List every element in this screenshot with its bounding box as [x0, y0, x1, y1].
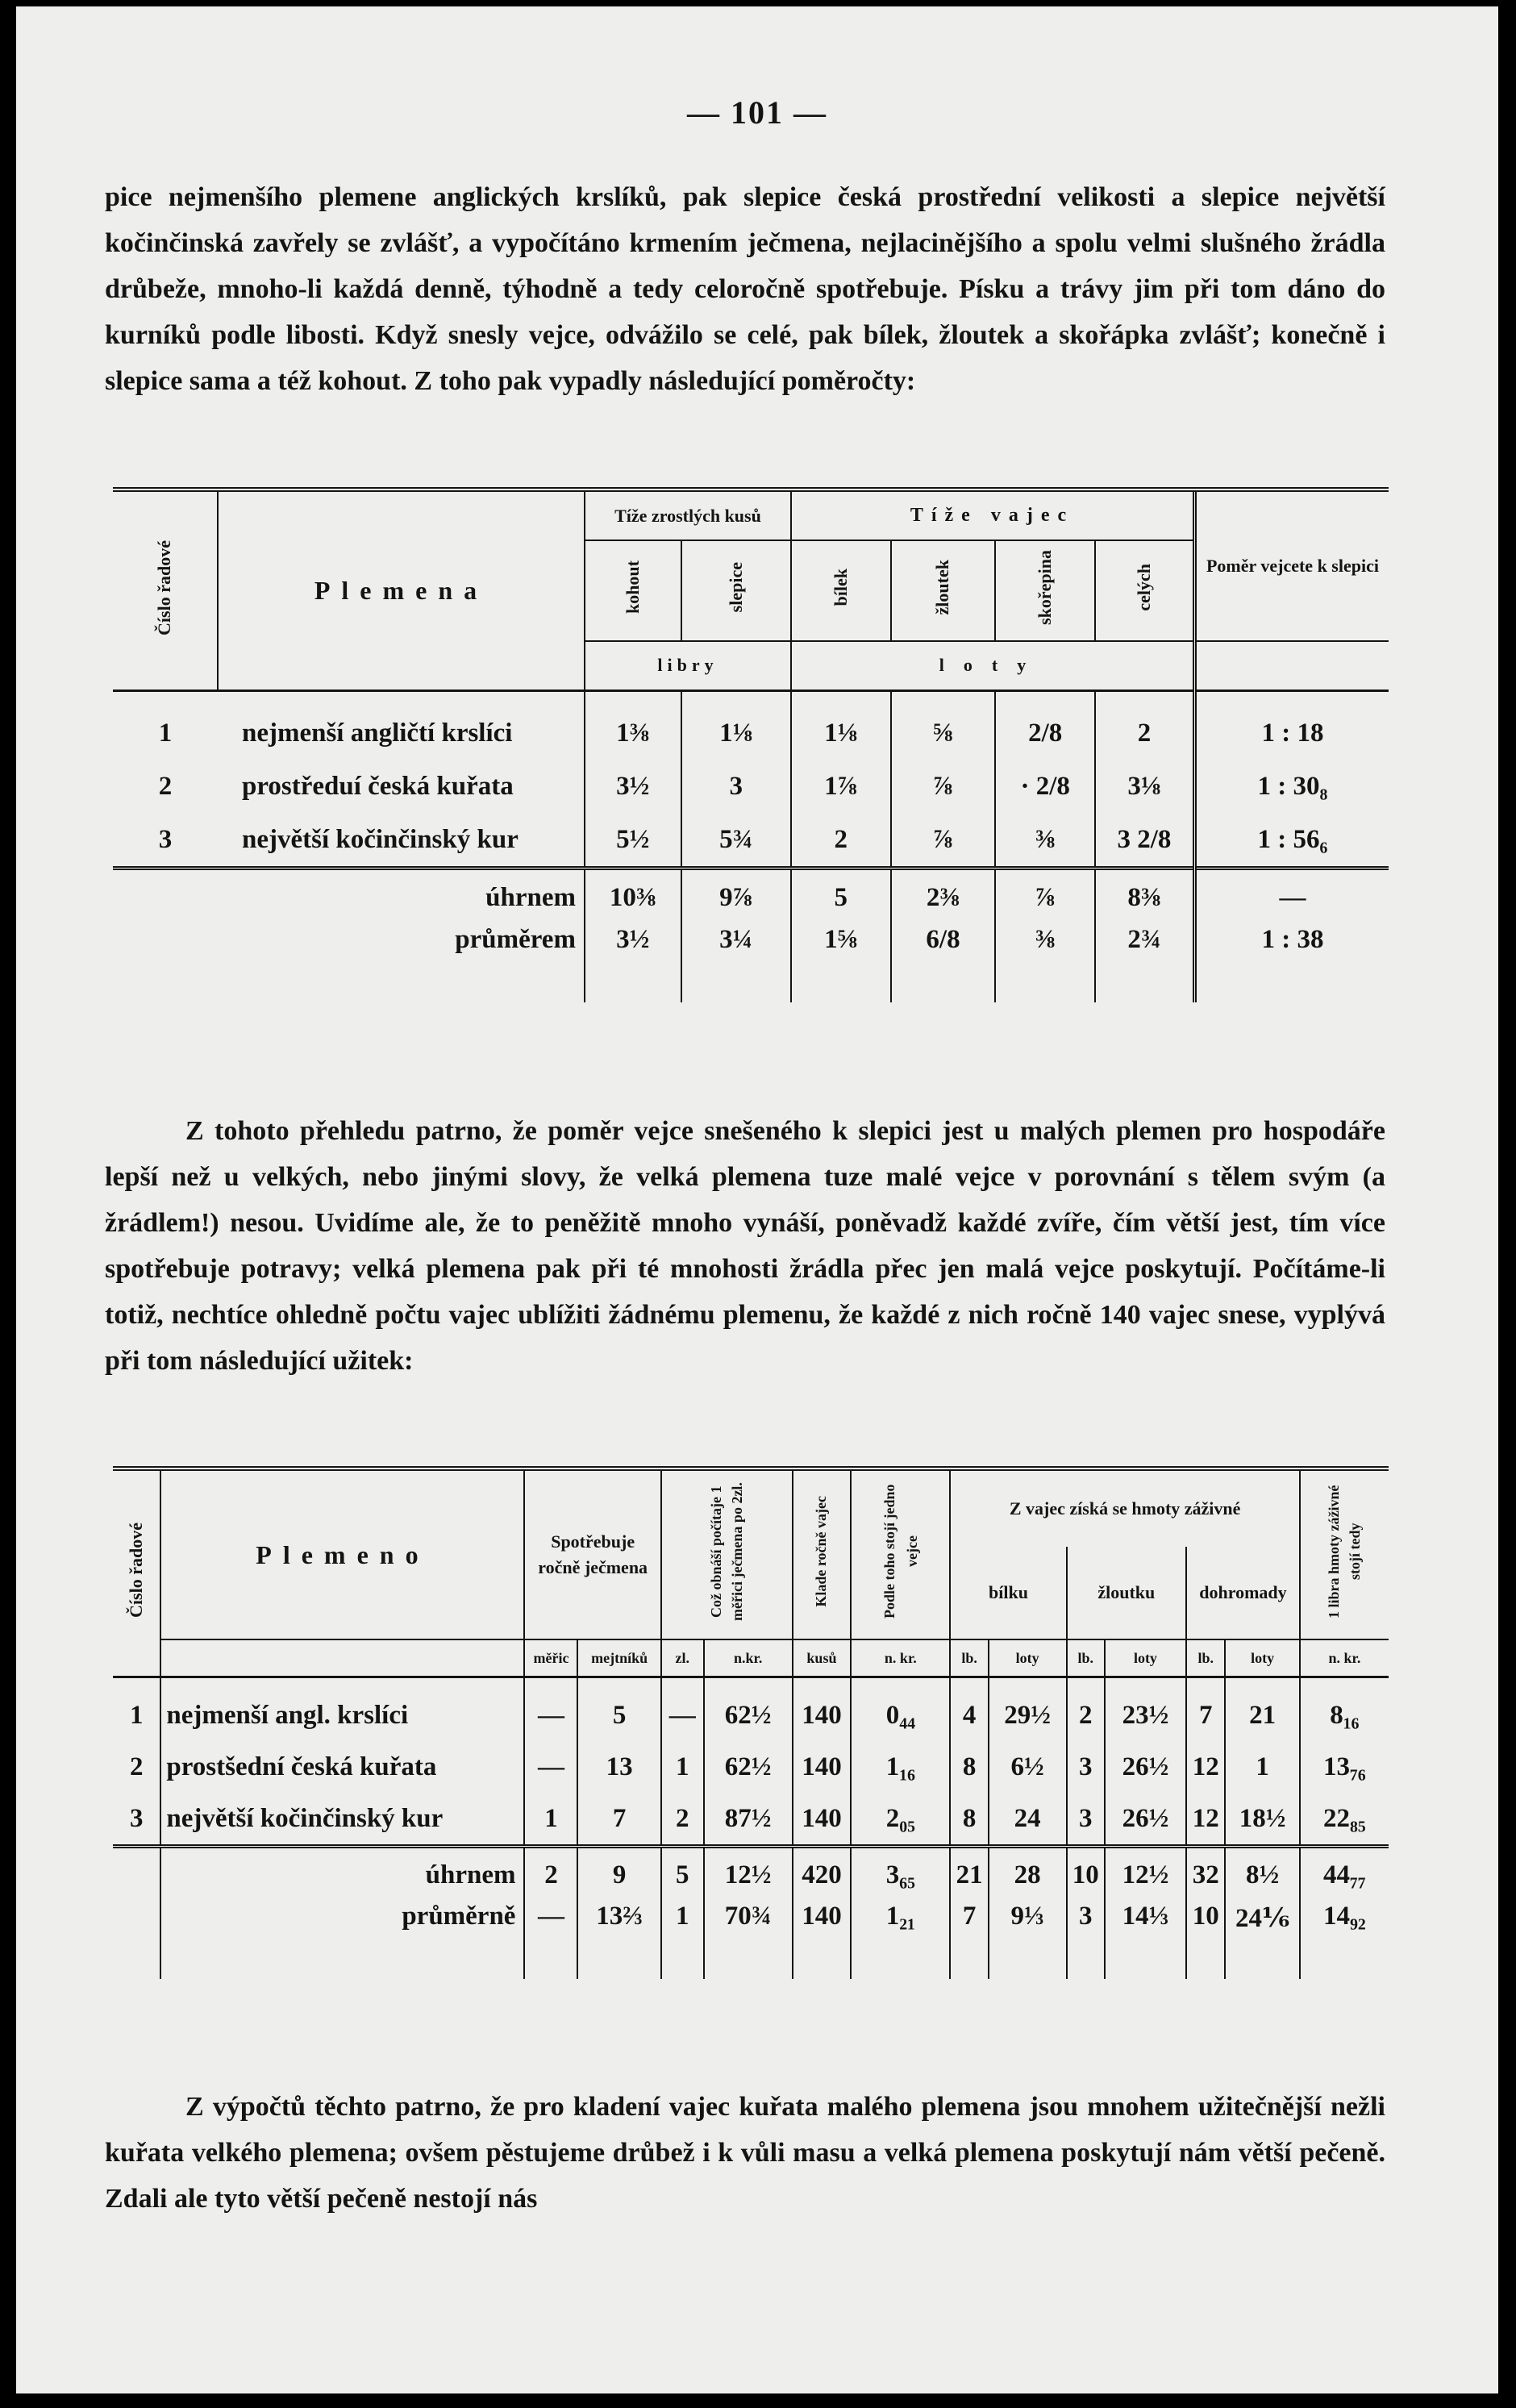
average-row: průměrně — 13⅔ 1 70¾ 140 1₂₁ 7 9⅓ 3 14⅓ 10 24⅙ 14₉₂	[113, 1902, 1389, 1979]
table-row: 3 největší kočinčinský kur 1 7 2 87½ 140 2₀₅ 8 24 3 26½ 12 18½ 22₈₅	[113, 1793, 1389, 1847]
header-kohout: kohout	[622, 560, 643, 614]
header-cislo-2: Číslo řadové	[126, 1523, 147, 1618]
table-row: 2 prostšední česká kuřata — 13 1 62½ 140 1₁₆ 8 6½ 3 26½ 12 1 13₇₆	[113, 1741, 1389, 1793]
header-d-loty: loty	[1225, 1639, 1299, 1677]
table-row: 3 největší kočinčinský kur 5½ 5¾ 2 ⅞ ⅜ 3 2/8 1 : 56₆	[113, 813, 1389, 869]
header-plemena: Plemena	[218, 490, 585, 691]
header-spotrebuje: Spotřebuje ročně ječmena	[524, 1469, 660, 1639]
header-n-kr: n. kr.	[851, 1639, 950, 1677]
totals-row: úhrnem 2 9 5 12½ 420 3₆₅ 21 28 10 12½ 32 8½ 44₇₇	[113, 1847, 1389, 1902]
header-libry: libry	[585, 641, 791, 691]
paragraph-3-text: Z výpočtů těchto patrno, že pro kladení vajec kuřata malého plemena jsou mnohem užitečnější nežli kuřata velkého plemena; ovšem pěstujeme drůbež i k vůli masu a velká plemena poskytují nám větší pečeně. Zdali ale tyto větší pečeně nestojí nás	[105, 2092, 1385, 2214]
table-row: 2 prostředuí česká kuřata 3½ 3 1⅞ ⅞ · 2/8 3⅛ 1 : 30₈	[113, 760, 1389, 813]
header-dohromady: dohromady	[1186, 1547, 1300, 1639]
header-skorepina: skořepina	[1035, 550, 1056, 625]
header-bilek: bílek	[830, 569, 851, 606]
header-zl: zl.	[661, 1639, 704, 1677]
average-row: průměrem 3½ 3¼ 1⅝ 6/8 ⅜ 2¾ 1 : 38	[113, 925, 1389, 1002]
header-klade: Klade ročně vajec	[813, 1496, 830, 1607]
paragraph-1	[105, 174, 1385, 404]
header-pomer: Poměr vejcete k slepici	[1194, 490, 1389, 641]
header-loty: loty	[791, 641, 1194, 691]
table-row: 1 nejmenší angl. krslíci — 5 — 62½ 140 0₄₄ 4 29½ 2 23½ 7 21 8₁₆	[113, 1677, 1389, 1742]
header-podle: Podle toho stojí jedno vejce	[881, 1484, 920, 1619]
header-d-lb: lb.	[1186, 1639, 1225, 1677]
header-zloutku: žloutku	[1067, 1547, 1187, 1639]
header-tize-vajec: Tíže vajec	[791, 490, 1194, 540]
header-mejtniku: mejtníků	[577, 1639, 660, 1677]
header-b-loty: loty	[989, 1639, 1067, 1677]
table-egg-weights	[113, 487, 1389, 1002]
page-number: — 101 —	[687, 94, 827, 131]
header-libra-nkr: n. kr.	[1328, 1649, 1361, 1666]
header-celych: celých	[1133, 564, 1154, 611]
table-row: 1 nejmenší angličtí krslíci 1⅜ 1⅛ 1⅛ ⅝ 2/8 2 1 : 18	[113, 691, 1389, 760]
book-page	[16, 6, 1498, 2393]
totals-row: úhrnem 10⅜ 9⅞ 5 2⅜ ⅞ 8⅜ —	[113, 869, 1389, 926]
header-cislo: Číslo řadové	[154, 540, 175, 635]
header-kusu: kusů	[793, 1639, 852, 1677]
header-z-loty: loty	[1105, 1639, 1186, 1677]
header-tize-zrostlych: Tíže zrostlých kusů	[585, 490, 791, 540]
paragraph-3	[105, 2084, 1385, 2222]
header-slepice: slepice	[725, 562, 746, 613]
paragraph-2	[105, 1108, 1385, 1384]
header-b-lb: lb.	[950, 1639, 988, 1677]
paragraph-2-text: Z tohoto přehledu patrno, že poměr vejce snešeného k slepici jest u malých plemen pro hospodáře lepší než u velkých, nebo jinými slovy, že velká plemena tuze malé vejce v porovnání s tělem svým (a žrádlem!) nesou. Uvidíme ale, že to peněžitě mnoho vynáší, poněvadž každé zvíře, čím větší jest, tím více spotřebuje potravy; velká plemena pak při té mnohosti žrádla přec jen malá vejce poskytují. Počítáme-li totiž, nechtíce ohledně počtu vajec ublížiti žádnému plemenu, že každé z nich ročně 140 vajec snese, vyplývá při tom následující užitek:	[105, 1116, 1385, 1376]
header-plemeno: Plemeno	[160, 1469, 524, 1639]
header-obnasi: Což obnáší počítaje 1 měřici ječmena po 2zl.	[708, 1482, 746, 1621]
header-zloutek: žloutek	[932, 560, 953, 615]
header-libra: 1 libra hmoty záživné stojí tedy	[1326, 1485, 1364, 1619]
table-egg-economics	[113, 1466, 1389, 1979]
header-meric: měřic	[524, 1639, 577, 1677]
header-nkr: n.kr.	[704, 1639, 793, 1677]
paragraph-1-text: pice nejmenšího plemene anglických krslíků, pak slepice česká prostřední velikosti a slepice největší kočinčinská zavřely se zvlášť, a vypočítáno krmením ječmena, nejlacinějšího a spolu velmi slušného žrádla drůbeže, mnoho-li každá denně, týhodně a tedy celoročně spotřebuje. Písku a trávy jim při tom dáno do kurníků podle libosti. Když snesly vejce, odvážilo se celé, pak bílek, žloutek a skořápka zvlášť; konečně i slepice sama a též kohout. Z toho pak vypadly následující poměročty:	[105, 182, 1385, 396]
header-bilku: bílku	[950, 1547, 1066, 1639]
header-z-vajec: Z vajec získá se hmoty záživné	[950, 1469, 1299, 1547]
header-z-lb: lb.	[1067, 1639, 1105, 1677]
